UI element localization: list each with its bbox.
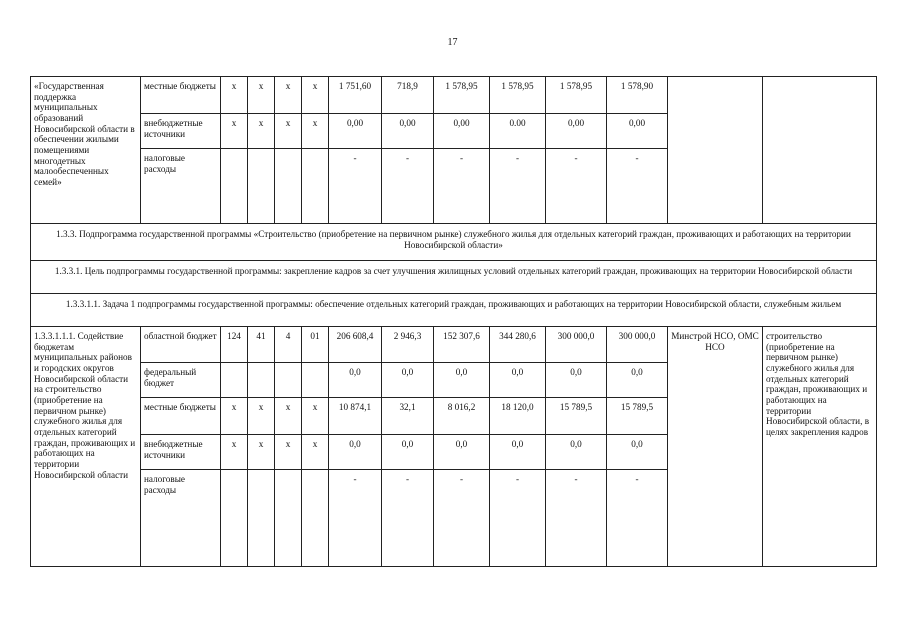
year-value-cell: 0,0 (546, 363, 607, 398)
year-value-cell: - (490, 149, 546, 224)
code-cell (248, 363, 275, 398)
code-cell: x (275, 114, 302, 149)
code-cell (221, 363, 248, 398)
code-cell (302, 470, 329, 567)
source-cell: местные бюджеты (141, 398, 221, 435)
year-value-cell: 152 307,6 (434, 327, 490, 363)
year-value-cell: 1 578,95 (434, 77, 490, 114)
total-cell: 0,0 (329, 363, 382, 398)
section-row (31, 224, 877, 261)
year-value-cell: - (546, 470, 607, 567)
year-value-cell: 8 016,2 (434, 398, 490, 435)
year-value-cell: 0,00 (382, 114, 434, 149)
total-cell: - (329, 149, 382, 224)
code-cell: x (275, 435, 302, 470)
code-cell: x (275, 398, 302, 435)
result-cell: строительство (приобретение на первичном рынке) служебного жилья для отдельных категорий граждан, проживающих и работающих на территории Новосибирской области, в целях закрепления кадров (763, 327, 877, 567)
source-cell: областной бюджет (141, 327, 221, 363)
source-cell: внебюджетные источники (141, 435, 221, 470)
code-cell: x (302, 435, 329, 470)
code-cell (248, 149, 275, 224)
year-value-cell: 718,9 (382, 77, 434, 114)
code-cell (302, 149, 329, 224)
year-value-cell: - (607, 149, 668, 224)
year-value-cell: 0,0 (490, 435, 546, 470)
code-cell: x (248, 398, 275, 435)
code-cell: x (248, 114, 275, 149)
code-cell: 41 (248, 327, 275, 363)
event-name-cell: «Государственная поддержка муниципальных образований Новосибирской области в обеспечении жилыми помещениями многодетных малообеспеченных семей» (31, 77, 141, 224)
year-value-cell: 0,0 (434, 363, 490, 398)
year-value-cell: 1 578,95 (490, 77, 546, 114)
program-table (30, 76, 877, 567)
code-cell: x (302, 114, 329, 149)
code-cell (275, 363, 302, 398)
year-value-cell: 0,0 (382, 435, 434, 470)
year-value-cell: 300 000,0 (546, 327, 607, 363)
year-value-cell: 1 578,95 (546, 77, 607, 114)
section-row (31, 261, 877, 294)
total-cell: 1 751,60 (329, 77, 382, 114)
year-value-cell: - (382, 149, 434, 224)
year-value-cell: 0,0 (490, 363, 546, 398)
section-row (31, 294, 877, 327)
year-value-cell: 15 789,5 (607, 398, 668, 435)
year-value-cell: 0,00 (434, 114, 490, 149)
code-cell: x (221, 77, 248, 114)
year-value-cell: 0,0 (434, 435, 490, 470)
year-value-cell: 18 120,0 (490, 398, 546, 435)
year-value-cell: - (546, 149, 607, 224)
year-value-cell: - (434, 470, 490, 567)
source-cell: федеральный бюджет (141, 363, 221, 398)
executor-cell: Минстрой НСО, ОМС НСО (668, 327, 763, 567)
code-cell: x (248, 435, 275, 470)
code-cell (221, 470, 248, 567)
task-heading: 1.3.3.1.1. Задача 1 подпрограммы государственной программы: обеспечение отдельных категорий граждан, проживающих и работающих на территории Новосибирской области, служебным жильем (31, 294, 877, 327)
code-cell: 124 (221, 327, 248, 363)
source-cell: местные бюджеты (141, 77, 221, 114)
code-cell: x (221, 398, 248, 435)
code-cell: x (302, 77, 329, 114)
code-cell (302, 363, 329, 398)
code-cell: x (302, 398, 329, 435)
year-value-cell: 2 946,3 (382, 327, 434, 363)
year-value-cell: 0,0 (607, 363, 668, 398)
table-row (31, 327, 877, 363)
table-row (31, 77, 877, 114)
code-cell: 4 (275, 327, 302, 363)
year-value-cell: 0,00 (607, 114, 668, 149)
year-value-cell: 344 280,6 (490, 327, 546, 363)
page-number: 17 (447, 37, 458, 48)
code-cell (248, 470, 275, 567)
total-cell: 10 874,1 (329, 398, 382, 435)
year-value-cell: 300 000,0 (607, 327, 668, 363)
code-cell: x (221, 114, 248, 149)
code-cell: x (221, 435, 248, 470)
total-cell: 0,0 (329, 435, 382, 470)
source-cell: внебюджетные источники (141, 114, 221, 149)
year-value-cell: 0,0 (546, 435, 607, 470)
event-name-cell: 1.3.3.1.1.1. Содействие бюджетам муниципальных районов и городских округов Новосибирской области на строительство (приобретение на первичном рынке) служебного жилья для отдельных категорий граждан, проживающих и работающих на территории Новосибирской области (31, 327, 141, 567)
year-value-cell: - (607, 470, 668, 567)
year-value-cell: 0.00 (490, 114, 546, 149)
goal-heading: 1.3.3.1. Цель подпрограммы государственной программы: закрепление кадров за счет улучшения жилищных условий отдельных категорий граждан, проживающих на территории Новосибирской области (31, 261, 877, 294)
total-cell: - (329, 470, 382, 567)
code-cell: x (248, 77, 275, 114)
year-value-cell: 32,1 (382, 398, 434, 435)
code-cell: 01 (302, 327, 329, 363)
year-value-cell: - (434, 149, 490, 224)
year-value-cell: 1 578,90 (607, 77, 668, 114)
year-value-cell: 0,00 (546, 114, 607, 149)
total-cell: 206 608,4 (329, 327, 382, 363)
subprogram-heading: 1.3.3. Подпрограмма государственной программы «Строительство (приобретение на первичном рынке) служебного жилья для отдельных категорий граждан, проживающих и работающих на территории Новосибирской области» (31, 224, 877, 261)
code-cell: x (275, 77, 302, 114)
total-cell: 0,00 (329, 114, 382, 149)
code-cell (221, 149, 248, 224)
source-cell: налоговые расходы (141, 470, 221, 567)
year-value-cell: 0,0 (382, 363, 434, 398)
year-value-cell: - (490, 470, 546, 567)
executor-cell (668, 77, 763, 224)
year-value-cell: 15 789,5 (546, 398, 607, 435)
result-cell (763, 77, 877, 224)
code-cell (275, 470, 302, 567)
code-cell (275, 149, 302, 224)
source-cell: налоговые расходы (141, 149, 221, 224)
year-value-cell: 0,0 (607, 435, 668, 470)
year-value-cell: - (382, 470, 434, 567)
